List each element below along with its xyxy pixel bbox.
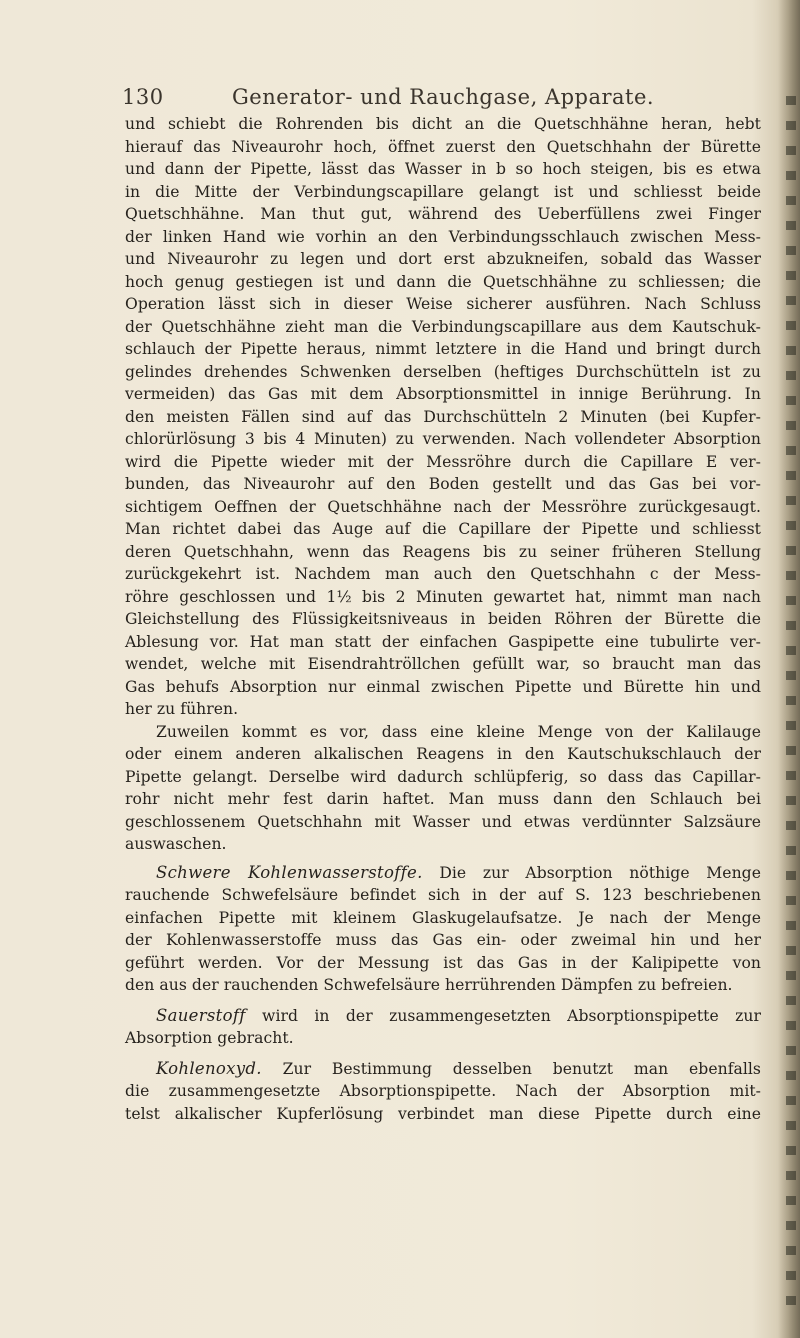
running-title: Generator- und Rauchgase, Apparate.: [232, 85, 655, 109]
text-line: Gas behufs Absorption nur einmal zwischen Pipette und Bürette hin und: [125, 677, 761, 696]
running-header: [122, 85, 762, 109]
text-line: den aus der rauchenden Schwefelsäure herrührenden Dämpfen zu befreien.: [125, 976, 733, 994]
paragraph-heavy-hydrocarbons: [125, 862, 761, 997]
text-line: Quetschhähne. Man thut gut, während des Ueberfüllens zwei Finger: [125, 205, 761, 223]
text-line: [125, 1005, 761, 1028]
text-line: der Quetschhähne zieht man die Verbindungscapillare aus dem Kautschuk-: [125, 317, 761, 336]
text-line: auswaschen.: [125, 835, 227, 853]
text-line: Operation lässt sich in dieser Weise sicherer ausführen. Nach Schluss: [125, 295, 761, 313]
text-line: bunden, das Niveaurohr auf den Boden gestellt und das Gas bei vor-: [125, 475, 761, 493]
text-line: und Niveaurohr zu legen und dort erst abzukneifen, sobald das Wasser: [125, 250, 761, 268]
section-heading: Kohlenoxyd.: [156, 1058, 262, 1078]
text-line: wendet, welche mit Eisendrahtröllchen gefüllt war, so braucht man das: [125, 655, 761, 673]
text-line: [125, 862, 761, 885]
text-line: Ablesung vor. Hat man statt der einfachen Gaspipette eine tubulirte ver-: [125, 632, 761, 651]
text-line: hierauf das Niveaurohr hoch, öffnet zuerst den Quetschhahn der Bürette: [125, 137, 761, 156]
paragraph-gap: [125, 997, 761, 1005]
paragraph-2: [125, 721, 761, 856]
text-line: den meisten Fällen sind auf das Durchschütteln 2 Minuten (bei Kupfer-: [125, 407, 761, 426]
text-line: oder einem anderen alkalischen Reagens in den Kautschukschlauch der: [125, 745, 761, 763]
body-text: [125, 113, 761, 1125]
page-edge-marks: [786, 96, 796, 1316]
text-line: Gleichstellung des Flüssigkeitsniveaus in beiden Röhren der Bürette die: [125, 610, 761, 628]
text-line: her zu führen.: [125, 700, 239, 718]
heading-run-in-text: Zur Bestimmung desselben benutzt man ebenfalls: [282, 1059, 761, 1078]
text-line: und dann der Pipette, lässt das Wasser in b so hoch steigen, bis es etwa: [125, 160, 761, 178]
text-line: und schiebt die Rohrenden bis dicht an die Quetschhähne heran, hebt: [125, 115, 761, 133]
text-line: rohr nicht mehr fest darin haftet. Man muss dann den Schlauch bei: [125, 790, 761, 808]
text-line: in die Mitte der Verbindungscapillare gelangt ist und schliesst beide: [125, 182, 761, 201]
paragraph-1: [125, 113, 761, 721]
text-line: die zusammengesetzte Absorptionspipette. Nach der Absorption mit-: [125, 1082, 761, 1100]
text-line: zurückgekehrt ist. Nachdem man auch den Quetschhahn c der Mess-: [125, 565, 761, 583]
text-line: hoch genug gestiegen ist und dann die Quetschhähne zu schliessen; die: [125, 272, 761, 291]
paragraph-gap: [125, 1050, 761, 1058]
section-heading: Sauerstoff: [156, 1005, 246, 1025]
paragraph-oxygen: [125, 1005, 761, 1050]
text-line: der Kohlenwasserstoffe muss das Gas ein- oder zweimal hin und her: [125, 931, 761, 949]
text-line: geschlossenem Quetschhahn mit Wasser und etwas verdünnter Salzsäure: [125, 812, 761, 831]
text-line: chlorürlösung 3 bis 4 Minuten) zu verwenden. Nach vollendeter Absorption: [125, 430, 761, 448]
text-line: gelindes drehendes Schwenken derselben (heftiges Durchschütteln ist zu: [125, 362, 761, 381]
text-line: Pipette gelangt. Derselbe wird dadurch schlüpferig, so dass das Capillar-: [125, 767, 761, 786]
text-line: vermeiden) das Gas mit dem Absorptionsmittel in innige Berührung. In: [125, 385, 761, 403]
text-line: schlauch der Pipette heraus, nimmt letztere in die Hand und bringt durch: [125, 340, 761, 358]
section-heading: Schwere Kohlenwasserstoffe.: [156, 862, 423, 882]
text-line: röhre geschlossen und 1½ bis 2 Minuten gewartet hat, nimmt man nach: [125, 587, 761, 606]
text-line: sichtigem Oeffnen der Quetschhähne nach der Messröhre zurückgesaugt.: [125, 497, 761, 516]
text-line: deren Quetschhahn, wenn das Reagens bis zu seiner früheren Stellung: [125, 542, 761, 561]
heading-run-in-text: wird in der zusammengesetzten Absorptionspipette zur: [262, 1006, 761, 1025]
text-line: rauchende Schwefelsäure befindet sich in der auf S. 123 beschriebenen: [125, 886, 761, 904]
text-line: telst alkalischer Kupferlösung verbindet man diese Pipette durch eine: [125, 1104, 761, 1123]
text-line: der linken Hand wie vorhin an den Verbindungsschlauch zwischen Mess-: [125, 227, 761, 246]
text-line: Absorption gebracht.: [125, 1029, 294, 1047]
page-number: 130: [122, 85, 164, 109]
heading-run-in-text: Die zur Absorption nöthige Menge: [439, 863, 761, 882]
paragraph-carbon-monoxide: [125, 1058, 761, 1126]
text-line: Zuweilen kommt es vor, dass eine kleine Menge von der Kalilauge: [156, 722, 761, 741]
text-line: Man richtet dabei das Auge auf die Capillare der Pipette und schliesst: [125, 520, 761, 538]
text-line: [125, 1058, 761, 1081]
text-line: einfachen Pipette mit kleinem Glaskugelaufsatze. Je nach der Menge: [125, 908, 761, 927]
text-line: geführt werden. Vor der Messung ist das Gas in der Kalipipette von: [125, 953, 761, 972]
text-line: wird die Pipette wieder mit der Messröhre durch die Capillare E ver-: [125, 452, 761, 471]
